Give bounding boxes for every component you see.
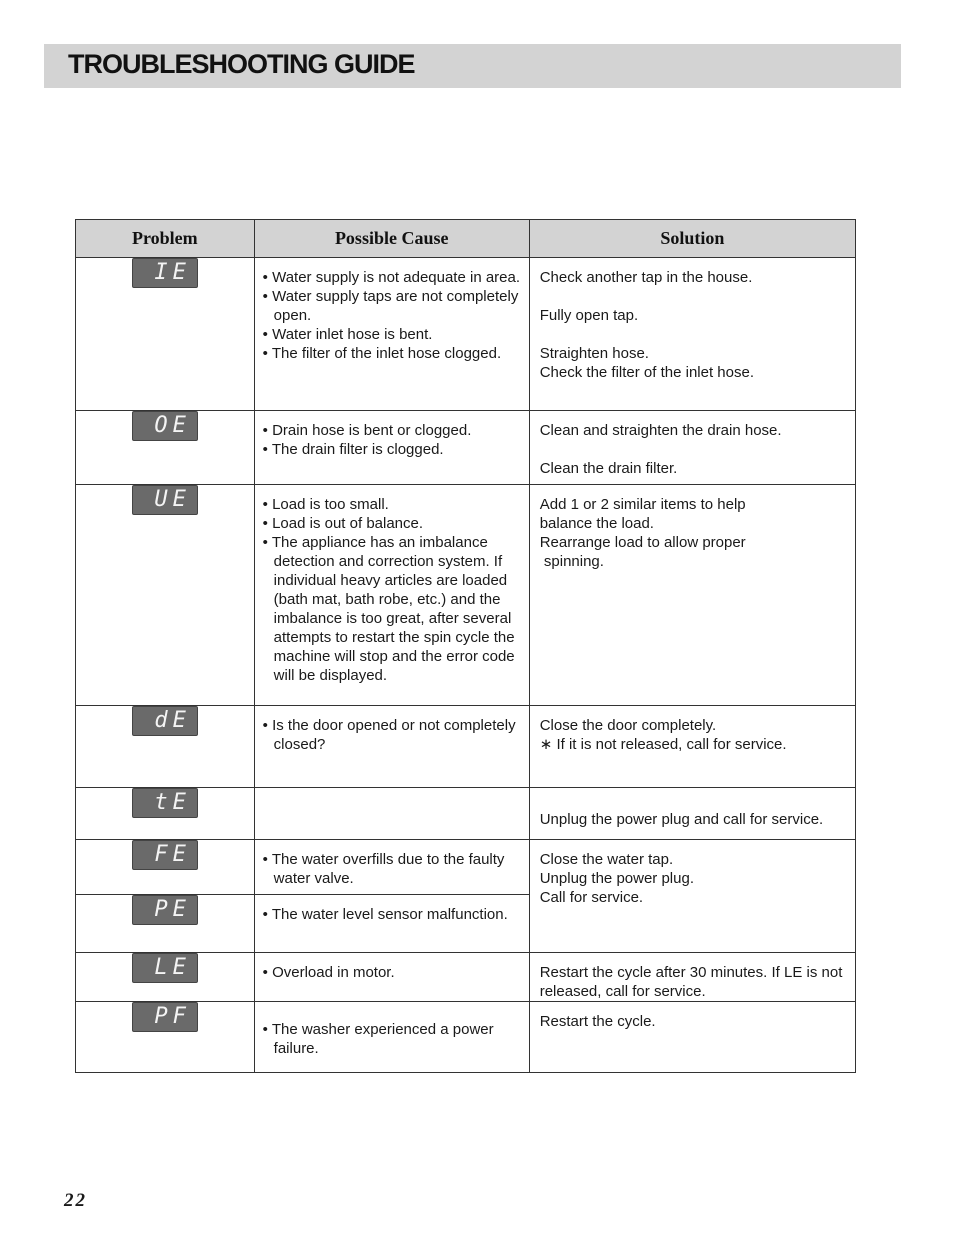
error-code-display [132,706,198,736]
cause-cell [254,788,529,840]
solution-cell [529,485,855,706]
solution-line: Call for service. [539,889,644,906]
solution-line: Close the door completely. [539,717,717,734]
error-code-display [132,258,198,288]
solution-line: Unplug the power plug and call for service. [539,811,824,828]
solution-cell [529,788,855,840]
title-bar [44,44,901,88]
solution-line: Restart the cycle. [539,1013,656,1030]
error-code-display [132,411,198,441]
solution-line: Restart the cycle after 30 minutes. If LE is not released, call for service. [539,964,847,1000]
table-header-row [76,220,856,258]
error-code-display [132,1002,198,1032]
table-row [76,258,856,411]
solution-line: ∗ If it is not released, call for service. [539,736,787,753]
solution-cell [529,706,855,788]
error-code-display [132,788,198,818]
solution-cell [529,953,855,1002]
solution-line: Straighten hose. [539,345,649,362]
problem-cell [76,411,255,485]
error-code: dE [154,708,191,733]
solution-line: spinning. [539,553,604,570]
table-row [76,1002,856,1073]
cause-cell [254,258,529,411]
solution-line: Add 1 or 2 similar items to help [539,496,746,513]
error-code-display [132,895,198,925]
page-title: TROUBLESHOOTING GUIDE [68,49,415,79]
solution-line: Check the filter of the inlet hose. [539,364,755,381]
solution-line: Clean and straighten the drain hose. [539,422,782,439]
error-code: UE [154,487,191,512]
error-code-display [132,485,198,515]
solution-cell [529,1002,855,1073]
cause-item: • The appliance has an imbalance detection and correction system. If individual heavy articles are loaded (bath mat, bath robe, etc.) and the imbalance is too great, after several attempts to restart the spin cycle the machine will stop and the error code will be displayed. [262,534,515,684]
error-code: FE [154,842,191,867]
cause-item: • Water inlet hose is bent. [262,326,433,343]
troubleshooting-table [75,219,856,1073]
solution-cell [529,258,855,411]
solution-line [540,325,845,344]
table-row [76,840,856,895]
solution-line [540,287,845,306]
solution-line: Close the water tap. [539,851,674,868]
problem-cell [76,706,255,788]
solution-line: Rearrange load to allow proper [539,534,746,551]
error-code-display [132,840,198,870]
solution-line: Fully open tap. [539,307,639,324]
cause-item: • Water supply taps are not completely open. [262,288,519,324]
error-code: PF [154,1004,191,1029]
error-code: LE [154,955,191,980]
table-row [76,953,856,1002]
cause-item: • The water level sensor malfunction. [262,906,508,923]
error-code-display [132,953,198,983]
solution-cell [529,840,855,953]
cause-cell [254,1002,529,1073]
cause-item: • Load is too small. [262,496,389,513]
cause-item: • Overload in motor. [262,964,395,981]
solution-line: Clean the drain filter. [539,460,678,477]
cause-cell [254,411,529,485]
error-code: OE [154,413,191,438]
table-row [76,788,856,840]
cause-item: • Load is out of balance. [262,515,424,532]
cause-item: • The drain filter is clogged. [262,441,444,458]
error-code: IE [154,260,191,285]
cause-item: • Drain hose is bent or clogged. [262,422,472,439]
solution-line: balance the load. [539,515,654,532]
cause-item: • The water overfills due to the faulty water valve. [262,851,505,887]
solution-line: Check another tap in the house. [539,269,753,286]
problem-cell [76,895,255,953]
error-code: PE [154,897,191,922]
solution-cell [529,411,855,485]
header-problem: Problem [76,220,255,258]
solution-line [540,440,845,459]
cause-item: • Water supply is not adequate in area. [262,269,521,286]
page-number: 22 [64,1190,87,1211]
problem-cell [76,788,255,840]
table-row [76,706,856,788]
header-cause: Possible Cause [254,220,529,258]
problem-cell [76,840,255,895]
cause-cell [254,953,529,1002]
solution-line: Unplug the power plug. [539,870,694,887]
table-row [76,411,856,485]
header-solution: Solution [529,220,855,258]
cause-cell [254,840,529,895]
cause-cell [254,485,529,706]
problem-cell [76,953,255,1002]
error-code: tE [154,790,191,815]
problem-cell [76,485,255,706]
problem-cell [76,1002,255,1073]
problem-cell [76,258,255,411]
cause-cell [254,895,529,953]
table-row [76,485,856,706]
cause-item: • Is the door opened or not completely closed? [262,717,516,753]
cause-item: • The washer experienced a power failure. [262,1021,494,1057]
cause-item: • The filter of the inlet hose clogged. [262,345,502,362]
cause-cell [254,706,529,788]
